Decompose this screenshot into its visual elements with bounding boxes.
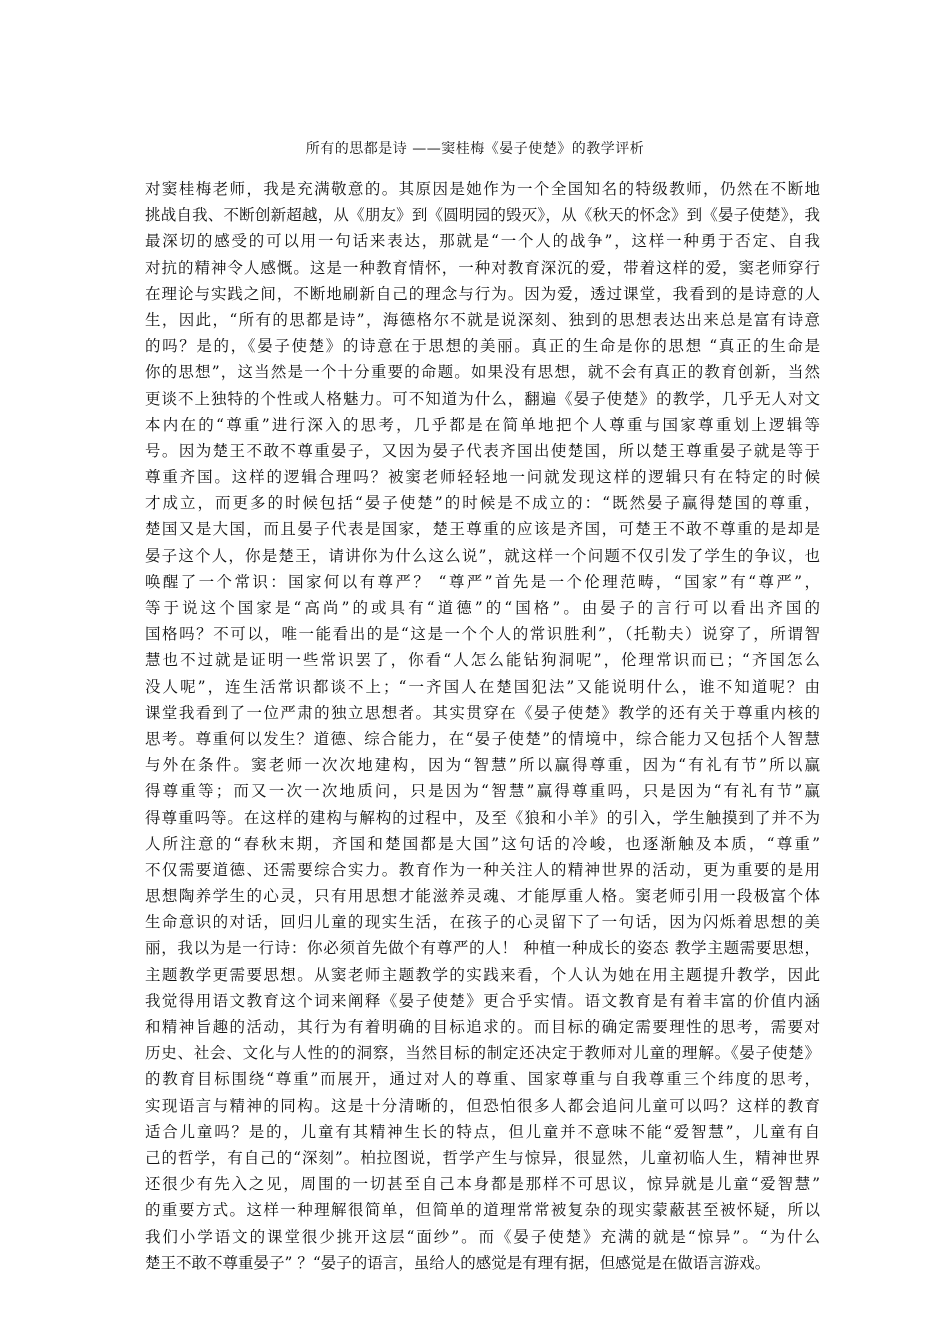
body-line: 号。因为楚王不敢不尊重晏子，又因为晏子代表齐国出使楚国，所以楚王尊重晏子就是等于 [145,441,820,460]
body-line: 得尊重吗等。在这样的建构与解构的过程中，及至《狼和小羊》的引入，学生触摸到了并不为 [145,808,820,827]
body-line: 历史、社会、文化与人性的的洞察，当然目标的制定还决定于教师对儿童的理解。《晏子使楚》 [145,1044,820,1063]
body-line: 慧也不过就是证明一些常识罢了，你看“人怎么能钻狗洞呢”，伦理常识而已；“齐国怎么 [145,651,820,670]
body-line: 国格吗？不可以，唯一能看出的是“这是一个个人的常识胜利”，（托勒夫）说穿了，所谓智 [145,625,820,644]
body-line: 在理论与实践之间，不断地刷新自己的理念与行为。因为爱，透过课堂，我看到的是诗意的人 [145,284,820,303]
body-line: 唤醒了一个常识：国家何以有尊严？ “尊严”首先是一个伦理范畴，“国家”有“尊严”， [145,572,820,591]
body-line: 的教育目标围绕“尊重”而展开，通过对人的尊重、国家尊重与自我尊重三个纬度的思考， [145,1070,820,1089]
body-line: 主题教学更需要思想。从窦老师主题教学的实践来看，个人认为她在用主题提升教学，因此 [145,965,820,984]
body-line: 丽，我以为是一行诗：你必须首先做个有尊严的人！ 种植一种成长的姿态 教学主题需要思想， [145,939,820,958]
body-line: 生，因此，“所有的思都是诗”，海德格尔不就是说深刻、独到的思想表达出来总是富有诗意 [145,310,820,329]
body-line: 对抗的精神令人感慨。这是一种教育情怀，一种对教育深沉的爱，带着这样的爱，窦老师穿行 [145,258,820,277]
body-line: 己的哲学，有自己的“深刻”。柏拉图说，哲学产生与惊异，很显然，儿童初临人生，精神世界 [145,1148,820,1167]
body-line: 挑战自我、不断创新超越，从《朋友》到《圆明园的毁灭》，从《秋天的怀念》到《晏子使楚》，我 [145,206,820,225]
body-line: 你的思想”，这当然是一个十分重要的命题。如果没有思想，就不会有真正的教育创新，当然 [145,363,820,382]
body-line: 等于说这个国家是“高尚”的或具有“道德”的“国格”。由晏子的言行可以看出齐国的 [145,599,820,617]
body-line: 课堂我看到了一位严肃的独立思想者。其实贯穿在《晏子使楚》教学的还有关于尊重内核的 [145,703,820,722]
body-line: 才成立，而更多的时候包括“晏子使楚”的时候是不成立的：“既然晏子赢得楚国的尊重， [145,494,820,513]
body-line: 楚国又是大国，而且晏子代表是国家，楚王尊重的应该是齐国，可楚王不敢不尊重的是却是 [145,520,820,539]
body-line: 晏子这个人，你是楚王，请讲你为什么这么说”，就这样一个问题不仅引发了学生的争议，也 [145,546,820,565]
body-line: 我觉得用语文教育这个词来阐释《晏子使楚》更合乎实情。语文教育是有着丰富的价值内涵 [145,991,820,1010]
body-line: 对窦桂梅老师，我是充满敬意的。其原因是她作为一个全国知名的特级教师，仍然在不断地 [145,180,820,198]
body-line: 我们小学语文的课堂很少挑开这层“面纱”。而《晏子使楚》充满的就是“惊异”。“为什么 [145,1227,820,1246]
body-line: 与外在条件。窦老师一次次地建构，因为“智慧”所以赢得尊重，因为“有礼有节”所以赢 [145,756,820,775]
body-line: 更谈不上独特的个性或人格魅力。可不知道为什么，翻遍《晏子使楚》的教学，几乎无人对文 [145,389,820,408]
body-line: 得尊重等；而又一次一次地质问，只是因为“智慧”赢得尊重吗，只是因为“有礼有节”赢 [145,782,820,801]
body-line: 和精神旨趣的活动，其行为有着明确的目标追求的。而目标的确定需要理性的思考，需要对 [145,1018,820,1036]
body-line: 实现语言与精神的同构。这是十分清晰的，但恐怕很多人都会追问儿童可以吗？这样的教育 [145,1096,820,1115]
document-title: 所有的思都是诗 ——窦桂梅《晏子使楚》的教学评析 [305,141,645,157]
body-line: 不仅需要道德、还需要综合实力。教育作为一种关注人的精神世界的活动，更为重要的是用 [145,860,820,879]
body-line: 生命意识的对话，回归儿童的现实生活，在孩子的心灵留下了一句话，因为闪烁着思想的美 [145,913,820,932]
body-line: 楚王不敢不尊重晏子” ？“晏子的语言，虽给人的感觉是有理有据，但感觉是在做语言游戏。 [145,1253,771,1272]
body-line: 尊重齐国。这样的逻辑合理吗？被窦老师轻轻地一问就发现这样的逻辑只有在特定的时候 [145,468,820,487]
body-line: 适合儿童吗？是的，儿童有其精神生长的特点，但儿童并不意味不能“爱智慧”，儿童有自 [145,1122,820,1141]
body-line: 人所注意的“春秋末期，齐国和楚国都是大国”这句话的冷峻，也逐渐触及本质，“尊重” [145,834,820,853]
body-line: 没人呢”，连生活常识都谈不上；“一齐国人在楚国犯法”又能说明什么，谁不知道呢？由 [145,677,820,696]
body-line: 思考。尊重何以发生？道德、综合能力，在“晏子使楚”的情境中，综合能力又包括个人智慧 [145,729,820,748]
body-line: 最深切的感受的可以用一句话来表达，那就是“一个人的战争”，这样一种勇于否定、自我 [145,232,820,251]
document-body [145,176,820,1276]
body-line: 的吗？是的，《晏子使楚》的诗意在于思想的美丽。真正的生命是你的思想 “真正的生命是 [145,337,820,356]
body-line: 还很少有先入之见，周围的一切甚至自己本身都是那样不可思议，惊异就是儿童“爱智慧” [145,1175,820,1194]
body-line: 的重要方式。这样一种理解很简单，但简单的道理常常被复杂的现实蒙蔽甚至被怀疑，所以 [145,1201,820,1220]
body-line: 本内在的“尊重”进行深入的思考，几乎都是在简单地把个人尊重与国家尊重划上逻辑等 [145,415,820,434]
body-line: 思想陶养学生的心灵，只有用思想才能滋养灵魂、才能厚重人格。窦老师引用一段极富个体 [145,887,820,906]
